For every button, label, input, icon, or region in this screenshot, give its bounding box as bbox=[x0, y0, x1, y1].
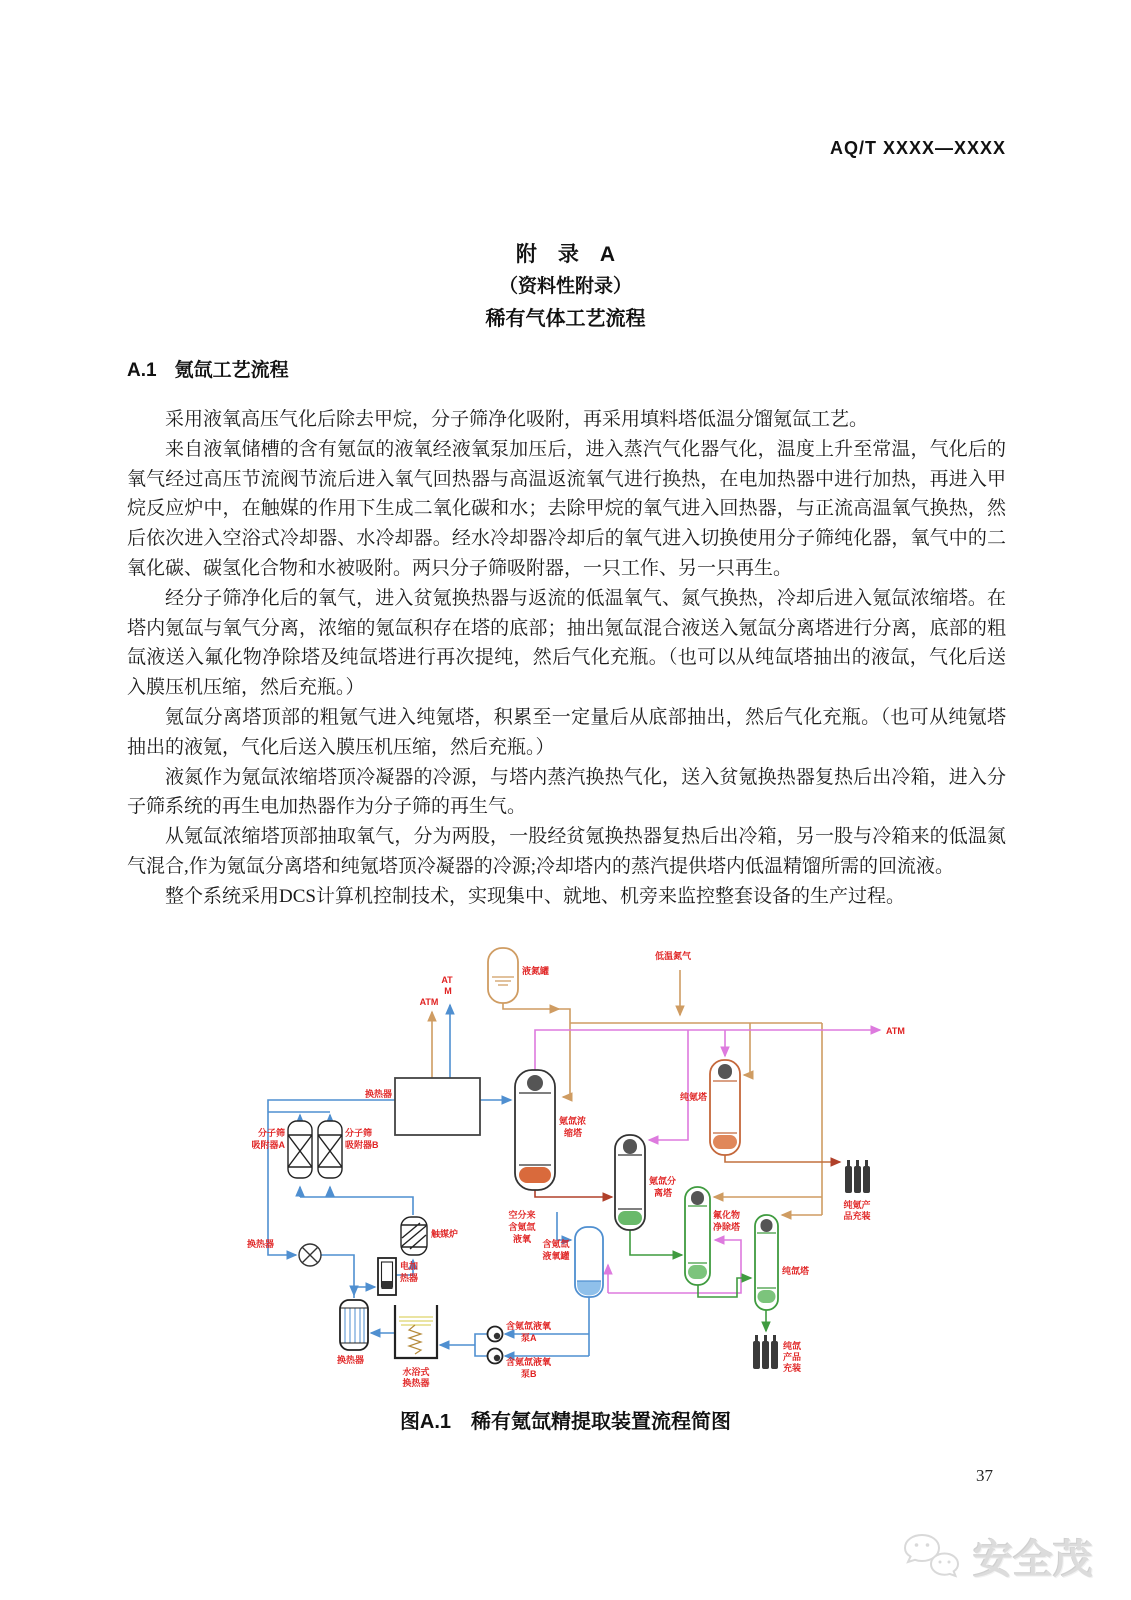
krxe-separation-column bbox=[615, 1135, 645, 1230]
label-atm-blue-2: M bbox=[444, 986, 452, 996]
molecular-sieve-adsorbers bbox=[288, 1121, 342, 1178]
label-ln2-tank: 液氮罐 bbox=[522, 966, 550, 976]
label-kr-fill-1: 纯氪产 bbox=[843, 1200, 871, 1210]
krxe-concentration-column bbox=[515, 1070, 555, 1190]
section-title: 氪氙工艺流程 bbox=[174, 360, 289, 381]
label-cold-n2: 低温氮气 bbox=[655, 951, 692, 961]
top-heat-exchanger bbox=[395, 1078, 480, 1135]
process-flow-diagram bbox=[225, 925, 965, 1395]
appendix-title: 附 录 A bbox=[515, 243, 616, 266]
page-number: 37 bbox=[976, 1466, 993, 1485]
label-xe-fill-2: 产品 bbox=[783, 1352, 802, 1362]
section-number: A.1 bbox=[127, 360, 157, 381]
label-eheater-1: 电加 bbox=[400, 1261, 419, 1271]
lox-tank bbox=[575, 1227, 603, 1297]
paragraph: 液氮作为氪氙浓缩塔顶冷凝器的冷源，与塔内蒸汽换热气化，送入贫氪换热器复热后出冷箱，进入分子筛系统的再生电加热器作为分子筛的再生气。 bbox=[127, 766, 1006, 818]
label-water-bath-2: 换热器 bbox=[402, 1378, 430, 1388]
xenon-cylinders bbox=[753, 1335, 778, 1369]
label-pump-b-1: 含氪氙液氧 bbox=[506, 1357, 552, 1367]
label-top-hx: 换热器 bbox=[364, 1089, 392, 1099]
label-atm-blue-1: AT bbox=[441, 975, 453, 985]
electric-heater bbox=[378, 1258, 396, 1295]
label-lox-tank-1: 含氪氙 bbox=[542, 1239, 570, 1249]
wechat-logo-icon bbox=[901, 1531, 965, 1583]
label-kr-fill-2: 品充装 bbox=[843, 1211, 871, 1221]
label-kr-col: 纯氪塔 bbox=[679, 1092, 707, 1102]
body-text bbox=[127, 405, 1006, 912]
label-sep-col-1: 氪氙分 bbox=[649, 1176, 677, 1186]
catalyst-furnace bbox=[401, 1217, 427, 1255]
label-pump-b-2: 泵B bbox=[521, 1369, 537, 1379]
label-sep-col-2: 离塔 bbox=[654, 1188, 673, 1198]
paragraph: 整个系统采用DCS计算机控制技术，实现集中、就地、机旁来监控整套设备的生产过程。 bbox=[165, 885, 905, 907]
water-bath-exchanger bbox=[395, 1305, 437, 1358]
label-xe-fill-1: 纯氙 bbox=[783, 1341, 802, 1351]
label-atm-right: ATM bbox=[886, 1026, 905, 1036]
label-pump-a-2: 泵A bbox=[521, 1333, 537, 1343]
liquid-nitrogen-tank bbox=[488, 948, 518, 1003]
label-ms-b-1: 分子筛 bbox=[345, 1128, 373, 1138]
label-ms-a-1: 分子筛 bbox=[257, 1128, 285, 1138]
label-lox-tank-2: 液氧罐 bbox=[542, 1251, 570, 1261]
appendix-name: 稀有气体工艺流程 bbox=[485, 308, 646, 330]
label-water-bath-1: 水浴式 bbox=[402, 1367, 430, 1377]
shell-tube-exchanger bbox=[340, 1300, 368, 1350]
paragraph: 采用液氧高压气化后除去甲烷，分子筛净化吸附，再采用填料塔低温分馏氪氙工艺。 bbox=[165, 409, 869, 430]
label-feed-2: 含氪氙 bbox=[508, 1222, 536, 1232]
label-ms-a-2: 吸附器A bbox=[251, 1140, 285, 1150]
fluoride-removal-column bbox=[685, 1187, 710, 1285]
label-conc-col-1: 氪氙浓 bbox=[559, 1116, 587, 1126]
label-pump-a-1: 含氪氙液氧 bbox=[506, 1321, 552, 1331]
section-heading bbox=[127, 355, 289, 382]
label-fluoride-col-2: 净除塔 bbox=[713, 1222, 741, 1232]
circle-heat-exchanger bbox=[299, 1244, 321, 1266]
paragraph: 来自液氧储槽的含有氪氙的液氧经液氧泵加压后，进入蒸汽气化器气化，温度上升至常温，气化后的氧气经过高压节流阀节流后进入氧气回热器与高温返流氧气进行换热，在电加热器中进行加热，再进入甲烷反应炉中，在触媒的作用下生成二氧化碳和水；去除甲烷的氧气进入回热器，与正流高温氧气换热，然后依次进入空浴式冷却器、水冷却器。经水冷却器冷却后的氧气进入切换使用分子筛纯化器，氧气中的二氧化碳、碳氢化合物和水被吸附。两只分子筛吸附器，一只工作、另一只再生。 bbox=[127, 438, 1006, 579]
label-furnace: 触媒炉 bbox=[431, 1229, 459, 1239]
label-feed-1: 空分来 bbox=[508, 1210, 536, 1220]
pure-krypton-column bbox=[710, 1060, 740, 1155]
doc-code: AQ/T XXXX—XXXX bbox=[829, 138, 1006, 158]
krxe-liquid-line bbox=[535, 1190, 612, 1197]
label-xe-col: 纯氙塔 bbox=[782, 1266, 810, 1276]
watermark bbox=[901, 1528, 1093, 1585]
label-circle-hx: 换热器 bbox=[247, 1239, 275, 1249]
figure-caption: 图A.1 稀有氪氙精提取装置流程简图 bbox=[399, 1411, 732, 1433]
label-fluoride-col-1: 氟化物 bbox=[713, 1210, 741, 1220]
krypton-cylinders bbox=[845, 1160, 870, 1193]
watermark-text: 安全茂 bbox=[973, 1538, 1093, 1582]
label-feed-3: 液氧 bbox=[512, 1234, 532, 1244]
label-xe-fill-3: 充装 bbox=[783, 1363, 802, 1373]
pure-xenon-column bbox=[755, 1215, 778, 1310]
paragraph: 从氪氙浓缩塔顶部抽取氧气，分为两股，一股经贫氪换热器复热后出冷箱，另一股与冷箱来的低温氮气混合,作为氪氙分离塔和纯氪塔顶冷凝器的冷源;冷却塔内的蒸汽提供塔内低温精馏所需的回流液。 bbox=[127, 826, 1006, 877]
lox-pumps bbox=[488, 1327, 503, 1364]
appendix-subtitle: （资料性附录） bbox=[498, 276, 632, 297]
paragraph: 氪氙分离塔顶部的粗氪气进入纯氪塔，积累至一定量后从底部抽出，然后气化充瓶。（也可从纯氪塔抽出的液氪，气化后送入膜压机压缩，然后充瓶。） bbox=[127, 706, 1006, 758]
paragraph: 经分子筛净化后的氧气，进入贫氪换热器与返流的低温氧气、氮气换热，冷却后进入氪氙浓缩塔。在塔内氪氙与氧气分离，浓缩的氪氙积存在塔的底部；抽出氪氙混合液送入氪氙分离塔进行分离，底部的粗氙液送入氟化物净除塔及纯氙塔进行再次提纯，然后气化充瓶。（也可以从纯氙塔抽出的液氙，气化后送入膜压机压缩，然后充瓶。） bbox=[127, 587, 1006, 699]
appendix-title-block bbox=[0, 238, 1131, 336]
label-atm-left: ATM bbox=[419, 997, 439, 1007]
label-ms-b-2: 吸附器B bbox=[345, 1140, 379, 1150]
flow-diagram-svg bbox=[225, 925, 965, 1395]
label-conc-col-2: 缩塔 bbox=[564, 1128, 583, 1138]
label-shell-hx: 换热器 bbox=[337, 1355, 365, 1365]
label-eheater-2: 热器 bbox=[400, 1273, 419, 1283]
